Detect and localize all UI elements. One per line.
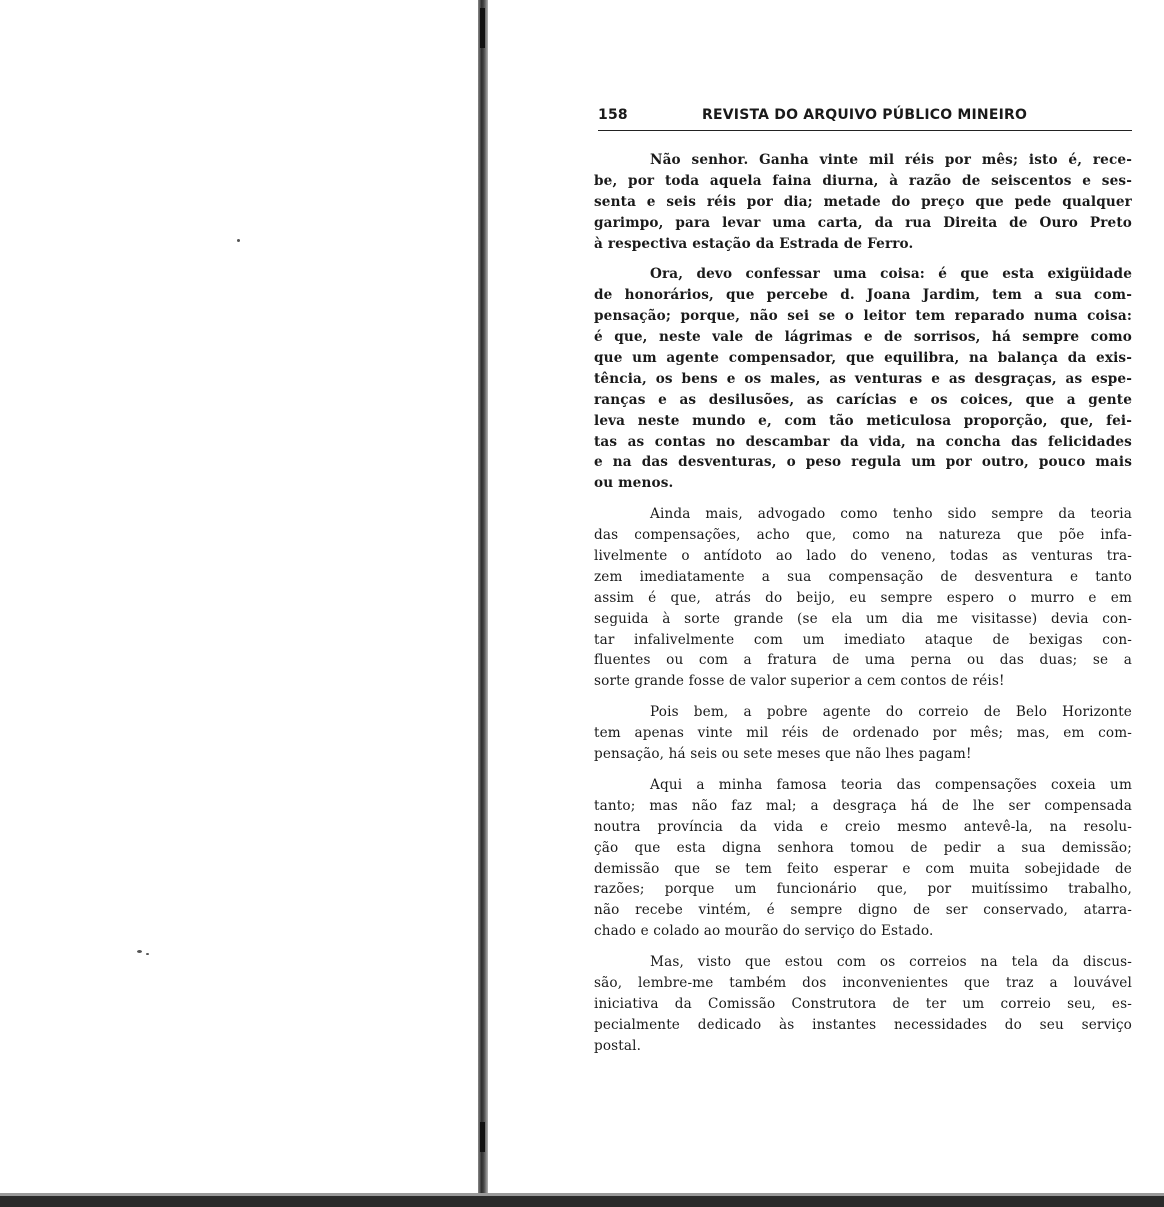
text-line: não recebe vintém, é sempre digno de ser conservado, atarra- (594, 902, 1132, 919)
text-line: sorte grande fosse de valor superior a cem contos de réis! (594, 673, 1005, 690)
text-line: Ainda mais, advogado como tenho sido sempre da teoria (650, 506, 1132, 523)
text-line: tem apenas vinte mil réis de ordenado por mês; mas, em com- (594, 725, 1132, 742)
text-line: postal. (594, 1037, 642, 1054)
text-line: seguida à sorte grande (se ela um dia me visitasse) devia con- (594, 610, 1132, 627)
book-gutter (478, 0, 488, 1207)
text-line: zem imediatamente a sua compensação de desventura e tanto (594, 568, 1132, 585)
text-line: Mas, visto que estou com os correios na tela da discus- (650, 954, 1132, 971)
text-line: de honorários, que percebe d. Joana Jardim, tem a sua com- (594, 287, 1132, 304)
text-line: Aqui a minha famosa teoria das compensações coxeia um (650, 776, 1132, 793)
paragraph (594, 150, 1132, 254)
running-header (598, 106, 1132, 131)
text-line: pensação; porque, não sei se o leitor tem reparado numa coisa: (594, 308, 1132, 325)
text-line: tar infalivelmente com um imediato ataque de bexigas con- (594, 631, 1132, 648)
text-line: livelmente o antídoto ao lado do veneno, todas as venturas tra- (594, 548, 1132, 565)
text-line: razões; porque um funcionário que, por muitíssimo trabalho, (594, 881, 1132, 898)
running-title: REVISTA DO ARQUIVO PÚBLICO MINEIRO (702, 107, 1028, 123)
paragraph (594, 952, 1132, 1056)
text-line: leva neste mundo e, com tão meticulosa proporção, que, fei- (594, 412, 1132, 429)
body-text (594, 150, 1132, 1067)
binding-mark (480, 1122, 485, 1152)
text-line: ou menos. (594, 475, 674, 492)
text-line: Ora, devo confessar uma coisa: é que esta exigüidade (650, 266, 1132, 283)
paragraph (594, 264, 1132, 494)
text-line: be, por toda aquela faina diurna, à razão de seiscentos e ses- (594, 172, 1132, 189)
paper-speck (137, 950, 142, 953)
text-line: são, lembre-me também dos inconvenientes que traz a louvável (594, 974, 1132, 991)
paragraph (594, 702, 1132, 765)
text-line: à respectiva estação da Estrada de Ferro. (594, 235, 914, 252)
text-line: fluentes ou com a fratura de uma perna ou das duas; se a (594, 652, 1132, 669)
text-line: pecialmente dedicado às instantes necessidades do seu serviço (594, 1016, 1132, 1033)
text-line: garimpo, para levar uma carta, da rua Direita de Ouro Preto (594, 214, 1132, 231)
text-line: Pois bem, a pobre agente do correio de Belo Horizonte (650, 704, 1132, 721)
text-line: Não senhor. Ganha vinte mil réis por mês; isto é, rece- (650, 152, 1132, 168)
text-line: tas as contas no descambar da vida, na concha das felicidades (594, 433, 1132, 450)
page-bottom-edge (0, 1196, 1164, 1207)
text-line: iniciativa da Comissão Construtora de ter um correio seu, es- (594, 995, 1132, 1012)
text-line: ção que esta digna senhora tomou de pedir a sua demissão; (594, 839, 1132, 856)
paper-speck (237, 239, 240, 242)
binding-mark (480, 8, 485, 48)
text-line: demissão que se tem feito esperar e com muita sobejidade de (594, 860, 1132, 877)
text-line: ranças e as desilusões, as carícias e os coices, que a gente (594, 391, 1132, 408)
paper-speck (146, 953, 149, 955)
text-line: noutra província da vida e creio mesmo antevê-la, na resolu- (594, 818, 1132, 835)
text-line: tanto; mas não faz mal; a desgraça há de lhe ser compensada (594, 797, 1132, 814)
left-blank-page (0, 0, 480, 1207)
text-line: das compensações, acho que, como na natureza que põe infa- (594, 527, 1132, 544)
text-line: chado e colado ao mourão do serviço do Estado. (594, 923, 934, 940)
text-line: é que, neste vale de lágrimas e de sorrisos, há sempre como (594, 329, 1132, 346)
text-line: assim é que, atrás do beijo, eu sempre espero o murro e em (594, 589, 1132, 606)
text-line: que um agente compensador, que equilibra, na balança da exis- (594, 350, 1132, 367)
text-line: senta e seis réis por dia; metade do preço que pede qualquer (594, 193, 1132, 210)
page-number: 158 (598, 107, 628, 123)
paragraph (594, 504, 1132, 692)
paragraph (594, 775, 1132, 942)
text-line: e na das desventuras, o peso regula um por outro, pouco mais (594, 454, 1132, 471)
text-line: pensação, há seis ou sete meses que não lhes pagam! (594, 746, 972, 763)
text-line: tência, os bens e os males, as venturas e as desgraças, as espe- (594, 370, 1132, 387)
